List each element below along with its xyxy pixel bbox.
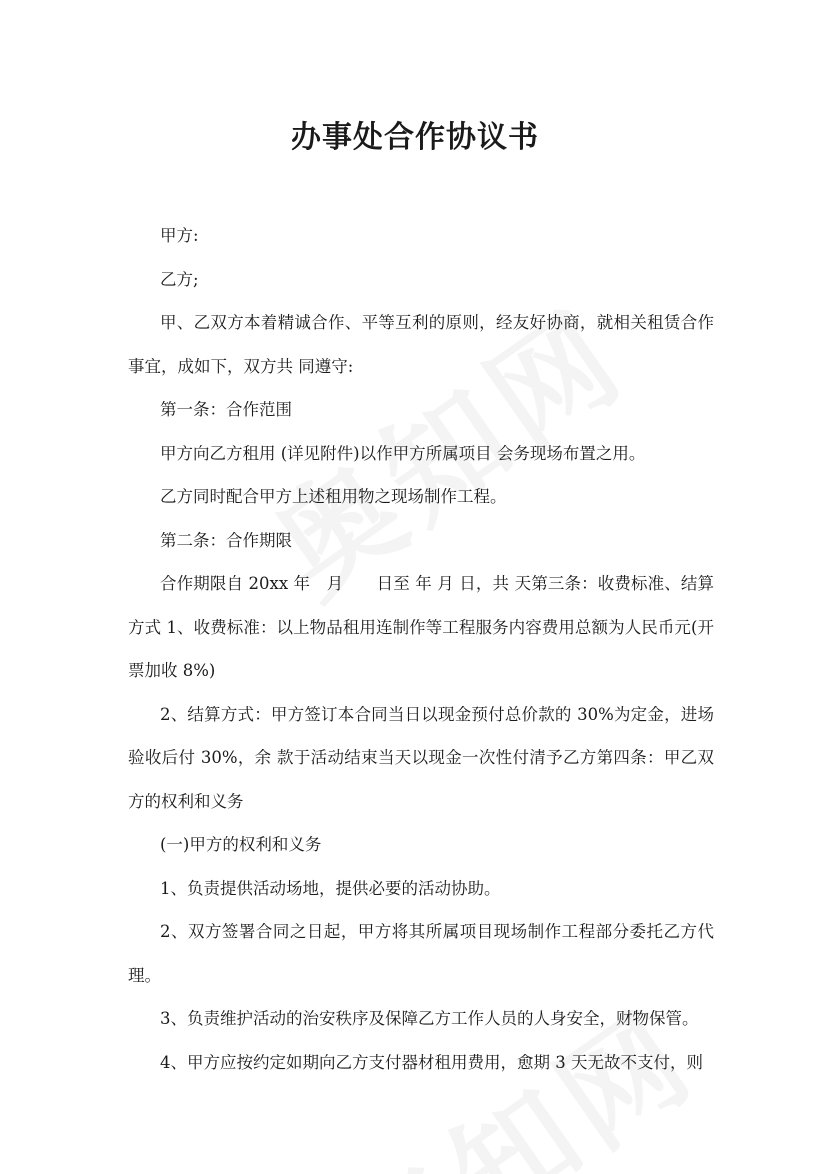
clause-paragraph: 2、双方签署合同之日起，甲方将其所属项目现场制作工程部分委托乙方代理。 [128, 922, 714, 985]
article-1-paragraph: 乙方同时配合甲方上述租用物之现场制作工程。 [160, 487, 507, 506]
document-body [128, 214, 714, 1084]
party-a-rights-heading: (一)甲方的权利和义务 [160, 835, 322, 854]
preamble-paragraph: 甲、乙双方本着精诚合作、平等互利的原则，经友好协商，就相关租赁合作事宜，成如下，双方共 同遵守: [128, 313, 714, 376]
document-title: 办事处合作协议书 [291, 120, 539, 155]
article-2-heading: 第二条：合作期限 [160, 530, 292, 550]
article-1-paragraph: 甲方向乙方租用 (详见附件)以作甲方所属项目 会务现场布置之用。 [160, 443, 646, 463]
clause-paragraph: 4、甲方应按约定如期向乙方支付器材租用费用，愈期 3 天无故不支付，则 [160, 1052, 703, 1072]
party-b-line: 乙方; [160, 269, 199, 289]
term-and-fee-paragraph: 合作期限自 20xx 年 月 日至 年 月 日，共 天第三条：收费标准、结算方式 1、收费标准：以上物品租用连制作等工程服务内容费用总额为人民币元(开票加收 8%) [128, 574, 714, 680]
clause-paragraph: 3、负责维护活动的治安秩序及保障乙方工作人员的人身安全，财物保管。 [160, 1009, 699, 1028]
clause-paragraph: 1、负责提供活动场地，提供必要的活动协助。 [160, 878, 501, 898]
party-a-line: 甲方: [160, 226, 199, 245]
article-1-heading: 第一条：合作范围 [160, 400, 292, 419]
settlement-paragraph: 2、结算方式：甲方签订本合同当日以现金预付总价款的 30%为定金，进场验收后付 30%，余 款于活动结束当天以现金一次性付清予乙方第四条：甲乙双方的权利和义务 [128, 704, 714, 811]
